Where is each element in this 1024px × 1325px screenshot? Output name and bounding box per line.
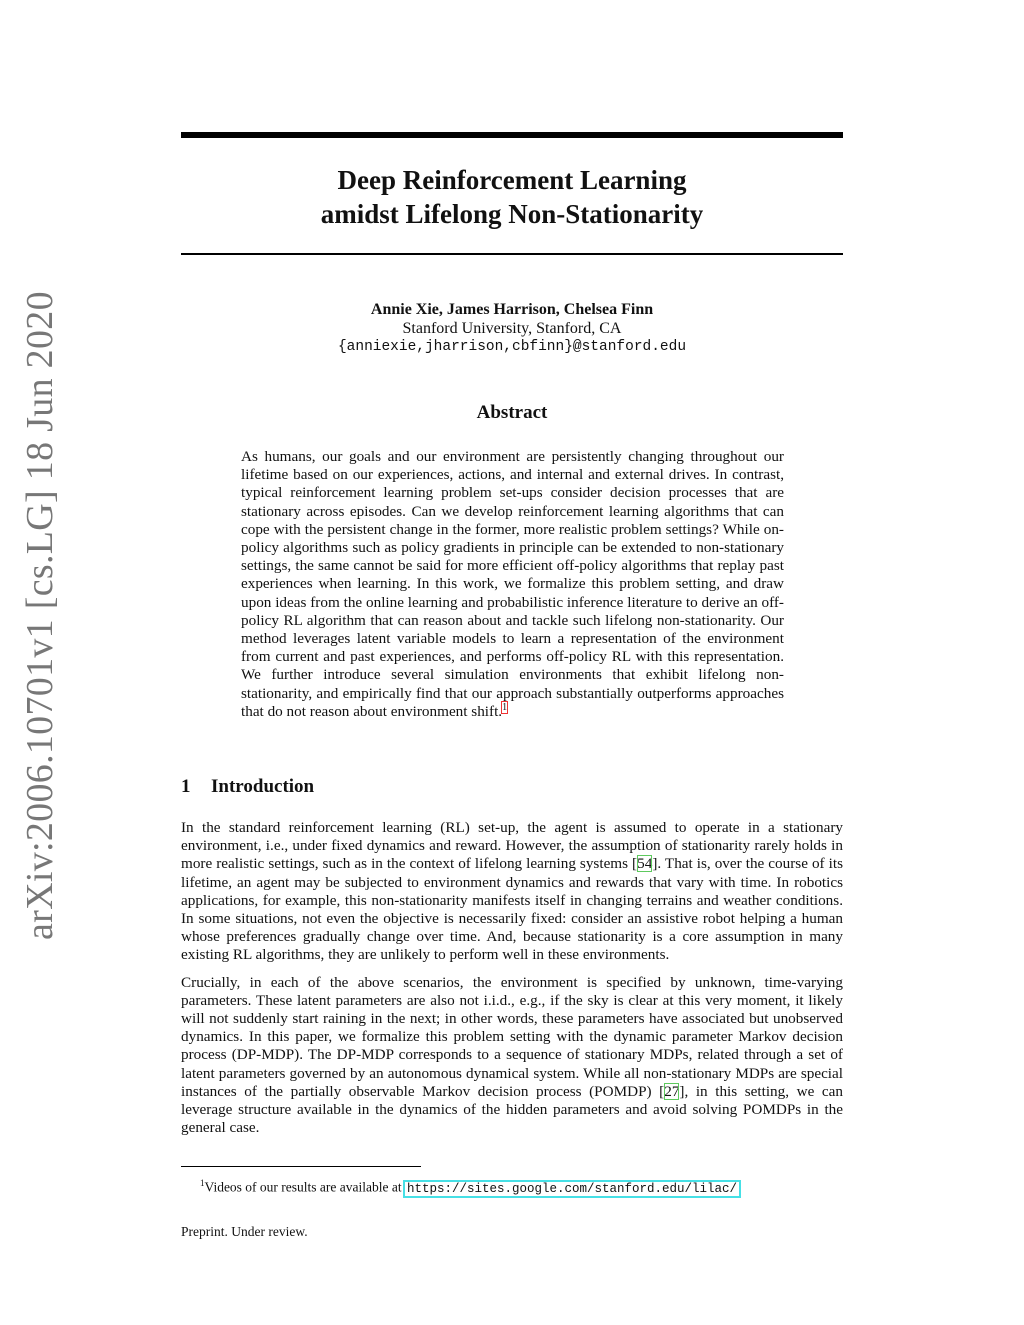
preprint-note: Preprint. Under review. [181,1224,308,1239]
intro-paragraph-2 [181,974,843,1138]
section-heading [181,776,314,798]
author-block [181,300,843,357]
abstract-heading: Abstract [476,402,548,423]
footnote-url-link[interactable]: https://sites.google.com/stanford.edu/lilac/ [407,1181,738,1196]
footnote-mark: 1 [200,1178,205,1188]
intro-body [181,819,843,1146]
title-line-2: amidst Lifelong Non-Stationarity [320,199,704,229]
abstract-body [241,448,784,721]
intro-p2-text-a: Crucially, in each of the above scenarios, the environment is specified by unknown, time-varying parameters. These latent parameters are also not i.i.d., e.g., if the sky is clear at this very moment, it likely will not suddenly start raining in the next; in other words, these parameters have associated but unobserved dynamics. In this paper, we formalize this problem setting with the dynamic parameter Markov decision process (DP-MDP). The DP-MDP corresponds to a sequence of stationary MDPs, related through a set of latent parameters governed by an autonomous dynamical system. While all non-stationary MDPs are special instances of the partially observable Markov decision process (POMDP) [ [181,973,843,1100]
abstract-text: As humans, our goals and our environment are persistently changing throughout our lifetime based on our experiences, actions, and internal and external drives. In contrast, typical reinforcement learning problem set-ups consider decision processes that are stationary across episodes. Can we develop reinforcement learning algorithms that can cope with the persistent change in the former, more realistic problem settings? While on-policy algorithms such as policy gradients in principle can be extended to non-stationary settings, the same cannot be said for more efficient off-policy algorithms that replay past experiences when learning. In this work, we formalize this problem setting, and draw upon ideas from the online learning and probabilistic inference literature to derive an off-policy RL algorithm that can reason about and tackle such lifelong non-stationarity. Our method leverages latent variable models to learn a representation of the environment from current and past experiences, and performs off-policy RL with this representation. We further introduce several simulation environments that exhibit lifelong non-stationarity, and empirically find that our approach substantially outperforms approaches that do not reason about environment shift. [241,448,784,720]
citation-link-54[interactable]: 54 [637,855,653,873]
footnote-text: Videos of our results are available at [204,1179,405,1195]
footnote-link-1[interactable]: 1 [502,701,508,713]
section-number: 1 [181,776,191,797]
intro-paragraph-1 [181,819,843,965]
section-title: Introduction [211,776,315,797]
title-top-rule [181,132,843,138]
author-affiliation: Stanford University, Stanford, CA [402,320,622,337]
footnote-rule [181,1166,421,1167]
intro-p2-text-b: ], in this setting, we can leverage structure available in the dynamics of the hidden parameters and avoid solving POMDPs in the general case. [181,1082,843,1137]
intro-p1-text-a: In the standard reinforcement learning (RL) set-up, the agent is assumed to operate in a stationary environment, i.e., under fixed dynamics and reward. However, the assumption of stationarity rarely holds in more realistic settings, such as in the context of lifelong learning systems [ [181,819,843,873]
arxiv-stamp: arXiv:2006.10701v1 [cs.LG] 18 Jun 2020 [19,291,61,940]
author-email: {anniexie,jharrison,cbfinn}@stanford.edu [337,339,687,355]
author-names: Annie Xie, James Harrison, Chelsea Finn [370,301,654,318]
footnote [200,1174,840,1198]
citation-link-27[interactable]: 27 [664,1082,680,1100]
title-bottom-rule [181,253,843,255]
intro-p1-text-b: ]. That is, over the course of its lifetime, an agent may be subjected to environment dynamics and rewards that vary with time. In robotics applications, for example, this non-stationarity manifests itself in changing terrains and weather conditions. In some situations, not even the objective is necessarily fixed: consider an assistive robot helping a human whose preferences gradually change over time. And, because stationarity is a core assumption in many existing RL algorithms, they are unlikely to perform well in these environments. [181,855,843,964]
title-line-1: Deep Reinforcement Learning [337,165,687,195]
paper-title [181,163,843,231]
